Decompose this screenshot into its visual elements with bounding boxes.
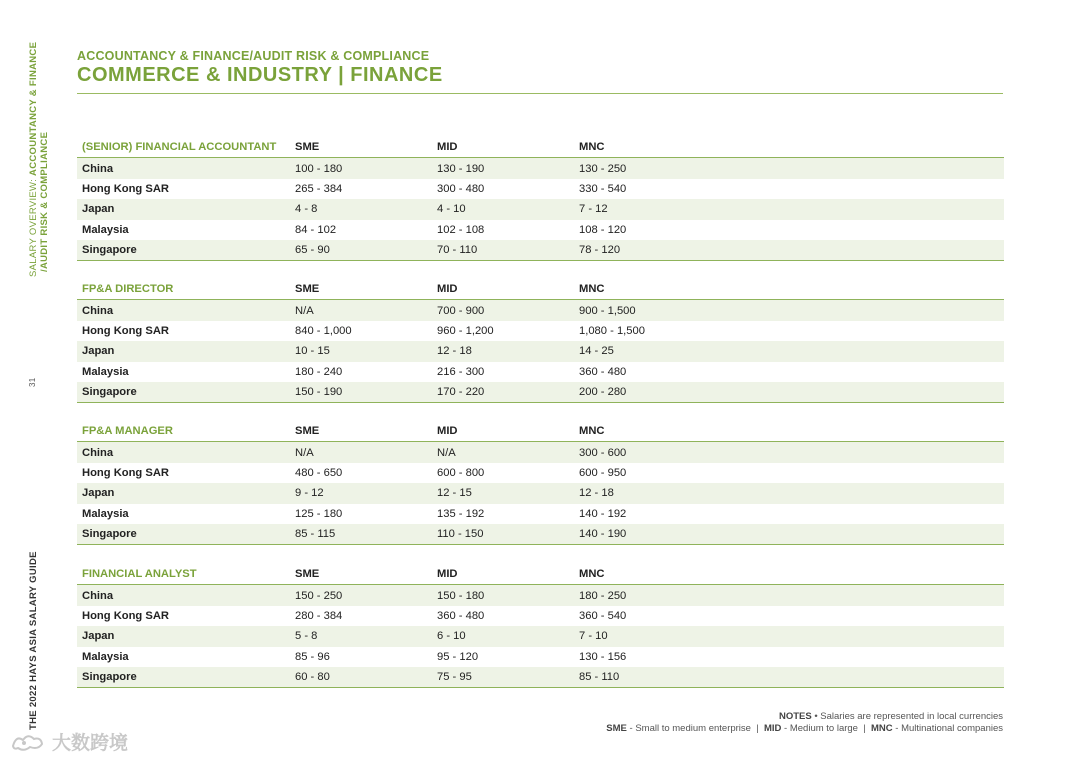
notes-label: NOTES — [778, 711, 812, 722]
salary-cell: 480 - 650 — [295, 466, 343, 479]
side-overview-line2: /AUDIT RISK & COMPLIANCE — [39, 131, 50, 272]
salary-cell: 300 - 600 — [579, 446, 627, 459]
watermark-text: 大数跨境 — [52, 733, 129, 754]
salary-table — [77, 137, 1004, 261]
country-cell: Malaysia — [82, 223, 129, 236]
column-header: MID — [437, 141, 458, 154]
country-cell: Japan — [82, 630, 115, 643]
column-header: MNC — [579, 283, 605, 296]
salary-cell: 12 - 18 — [579, 487, 614, 500]
table-row — [77, 341, 1004, 361]
table-row — [77, 321, 1004, 341]
salary-cell: 180 - 250 — [579, 589, 627, 602]
country-cell: Malaysia — [82, 650, 129, 663]
salary-cell: 170 - 220 — [437, 386, 485, 399]
country-cell: Hong Kong SAR — [82, 182, 169, 195]
country-cell: Japan — [82, 487, 115, 500]
column-header: MID — [437, 283, 458, 296]
table-row — [77, 524, 1004, 544]
role-title: FP&A MANAGER — [82, 425, 173, 438]
salary-cell: 130 - 250 — [579, 162, 627, 175]
salary-cell: 5 - 8 — [295, 630, 318, 643]
salary-cell: 110 - 150 — [437, 528, 484, 541]
table-header-row — [77, 279, 1004, 300]
salary-cell: 960 - 1,200 — [437, 324, 494, 337]
salary-cell: 130 - 190 — [437, 162, 485, 175]
country-cell: China — [82, 446, 114, 459]
table-row — [77, 179, 1004, 199]
salary-cell: 14 - 25 — [579, 345, 614, 358]
page-number: 31 — [28, 377, 37, 387]
country-cell: China — [82, 162, 114, 175]
role-title: (SENIOR) FINANCIAL ACCOUNTANT — [82, 141, 277, 154]
notes — [606, 711, 1003, 734]
role-title: FINANCIAL ANALYST — [82, 568, 197, 581]
salary-cell: 10 - 15 — [295, 345, 330, 358]
column-header: MNC — [579, 141, 605, 154]
table-row — [77, 647, 1004, 667]
table-row — [77, 483, 1004, 503]
salary-cell: 12 - 15 — [437, 487, 472, 500]
column-header: MID — [437, 425, 458, 438]
table-row — [77, 626, 1004, 646]
salary-cell: 95 - 120 — [437, 650, 479, 663]
table-row — [77, 442, 1004, 462]
salary-cell: 84 - 102 — [295, 223, 337, 236]
salary-cell: 140 - 190 — [579, 528, 627, 541]
country-cell: Malaysia — [82, 365, 129, 378]
salary-cell: 100 - 180 — [295, 162, 343, 175]
salary-cell: 600 - 800 — [437, 466, 485, 479]
column-header: SME — [295, 283, 320, 296]
salary-cell: 200 - 280 — [579, 386, 627, 399]
mnc-label: MNC — [871, 722, 893, 734]
salary-table — [77, 279, 1004, 403]
side-overview-line1: ACCOUNTANCY & FINANCE — [28, 41, 39, 176]
page-header — [77, 49, 443, 87]
salary-cell: 130 - 156 — [579, 650, 627, 663]
table-row — [77, 240, 1004, 260]
mid-label: MID — [763, 722, 782, 734]
salary-cell: 4 - 8 — [295, 203, 318, 216]
guide-title: THE 2022 HAYS ASIA SALARY GUIDE — [28, 551, 39, 730]
table-row — [77, 606, 1004, 626]
table-row — [77, 463, 1004, 483]
country-cell: Singapore — [82, 671, 137, 684]
side-overview-prefix: SALARY OVERVIEW: — [28, 175, 39, 277]
table-row — [77, 504, 1004, 524]
notes-text: • Salaries are represented in local currencies — [811, 711, 1003, 722]
column-header: SME — [295, 568, 320, 581]
salary-table — [77, 564, 1004, 688]
salary-cell: 600 - 950 — [579, 466, 627, 479]
header-divider — [77, 93, 1003, 94]
side-section-label — [28, 42, 39, 277]
notes-line-1 — [606, 711, 1003, 723]
salary-cell: 78 - 120 — [579, 244, 621, 257]
table-row — [77, 220, 1004, 240]
column-header: MNC — [579, 568, 605, 581]
salary-cell: 150 - 190 — [295, 386, 343, 399]
column-header: MNC — [579, 425, 605, 438]
salary-cell: 216 - 300 — [437, 365, 485, 378]
salary-cell: 135 - 192 — [437, 507, 485, 520]
page-title: COMMERCE & INDUSTRY | FINANCE — [77, 64, 443, 86]
salary-cell: 60 - 80 — [295, 671, 330, 684]
role-title: FP&A DIRECTOR — [82, 283, 174, 296]
table-row — [77, 585, 1004, 605]
salary-cell: 300 - 480 — [437, 182, 485, 195]
column-header: SME — [295, 425, 320, 438]
salary-cell: 9 - 12 — [295, 487, 324, 500]
watermark-logo-icon — [10, 731, 46, 753]
salary-cell: N/A — [295, 446, 314, 459]
salary-cell: 840 - 1,000 — [295, 324, 352, 337]
country-cell: Hong Kong SAR — [82, 609, 169, 622]
column-header: SME — [295, 141, 320, 154]
salary-cell: 125 - 180 — [295, 507, 343, 520]
table-row — [77, 667, 1004, 687]
country-cell: Hong Kong SAR — [82, 466, 169, 479]
salary-cell: 85 - 96 — [295, 650, 330, 663]
table-row — [77, 158, 1004, 178]
salary-cell: 150 - 180 — [437, 589, 485, 602]
salary-cell: 85 - 110 — [579, 671, 620, 684]
country-cell: Japan — [82, 345, 115, 358]
salary-cell: N/A — [295, 304, 314, 317]
salary-cell: 65 - 90 — [295, 244, 330, 257]
column-header: MID — [437, 568, 458, 581]
sme-label: SME — [606, 722, 627, 734]
salary-cell: 280 - 384 — [295, 609, 343, 622]
country-cell: Singapore — [82, 244, 137, 257]
salary-cell: 7 - 12 — [579, 203, 608, 216]
salary-cell: 360 - 480 — [579, 365, 627, 378]
country-cell: China — [82, 304, 114, 317]
salary-cell: 4 - 10 — [437, 203, 466, 216]
salary-cell: 1,080 - 1,500 — [579, 324, 645, 337]
section-kicker: ACCOUNTANCY & FINANCE/AUDIT RISK & COMPLIANCE — [77, 49, 430, 63]
table-header-row — [77, 421, 1004, 442]
salary-cell: 180 - 240 — [295, 365, 343, 378]
country-cell: Singapore — [82, 386, 137, 399]
table-row — [77, 199, 1004, 219]
salary-cell: 150 - 250 — [295, 589, 343, 602]
country-cell: Malaysia — [82, 507, 129, 520]
salary-cell: 700 - 900 — [437, 304, 485, 317]
country-cell: Singapore — [82, 528, 137, 541]
salary-cell: 330 - 540 — [579, 182, 627, 195]
table-header-row — [77, 137, 1004, 158]
watermark — [10, 728, 128, 755]
salary-cell: 85 - 115 — [295, 528, 336, 541]
sme-text: - Small to medium enterprise | — [626, 722, 764, 734]
salary-cell: 360 - 480 — [437, 609, 485, 622]
salary-cell: 12 - 18 — [437, 345, 472, 358]
salary-cell: 265 - 384 — [295, 182, 343, 195]
salary-table — [77, 421, 1004, 545]
salary-cell: 70 - 110 — [437, 244, 478, 257]
mnc-text: - Multinational companies — [892, 722, 1003, 734]
table-row — [77, 362, 1004, 382]
salary-cell: 900 - 1,500 — [579, 304, 636, 317]
salary-cell: 75 - 95 — [437, 671, 472, 684]
notes-line-2 — [606, 723, 1003, 735]
table-row — [77, 300, 1004, 320]
salary-cell: 360 - 540 — [579, 609, 627, 622]
mid-text: - Medium to large | — [781, 722, 871, 734]
salary-cell: 6 - 10 — [437, 630, 466, 643]
salary-cell: 108 - 120 — [579, 223, 627, 236]
salary-cell: 140 - 192 — [579, 507, 627, 520]
country-cell: Japan — [82, 203, 115, 216]
table-header-row — [77, 564, 1004, 585]
country-cell: China — [82, 589, 114, 602]
salary-cell: 7 - 10 — [579, 630, 608, 643]
country-cell: Hong Kong SAR — [82, 324, 169, 337]
salary-cell: N/A — [437, 446, 456, 459]
table-row — [77, 382, 1004, 402]
salary-cell: 102 - 108 — [437, 223, 485, 236]
